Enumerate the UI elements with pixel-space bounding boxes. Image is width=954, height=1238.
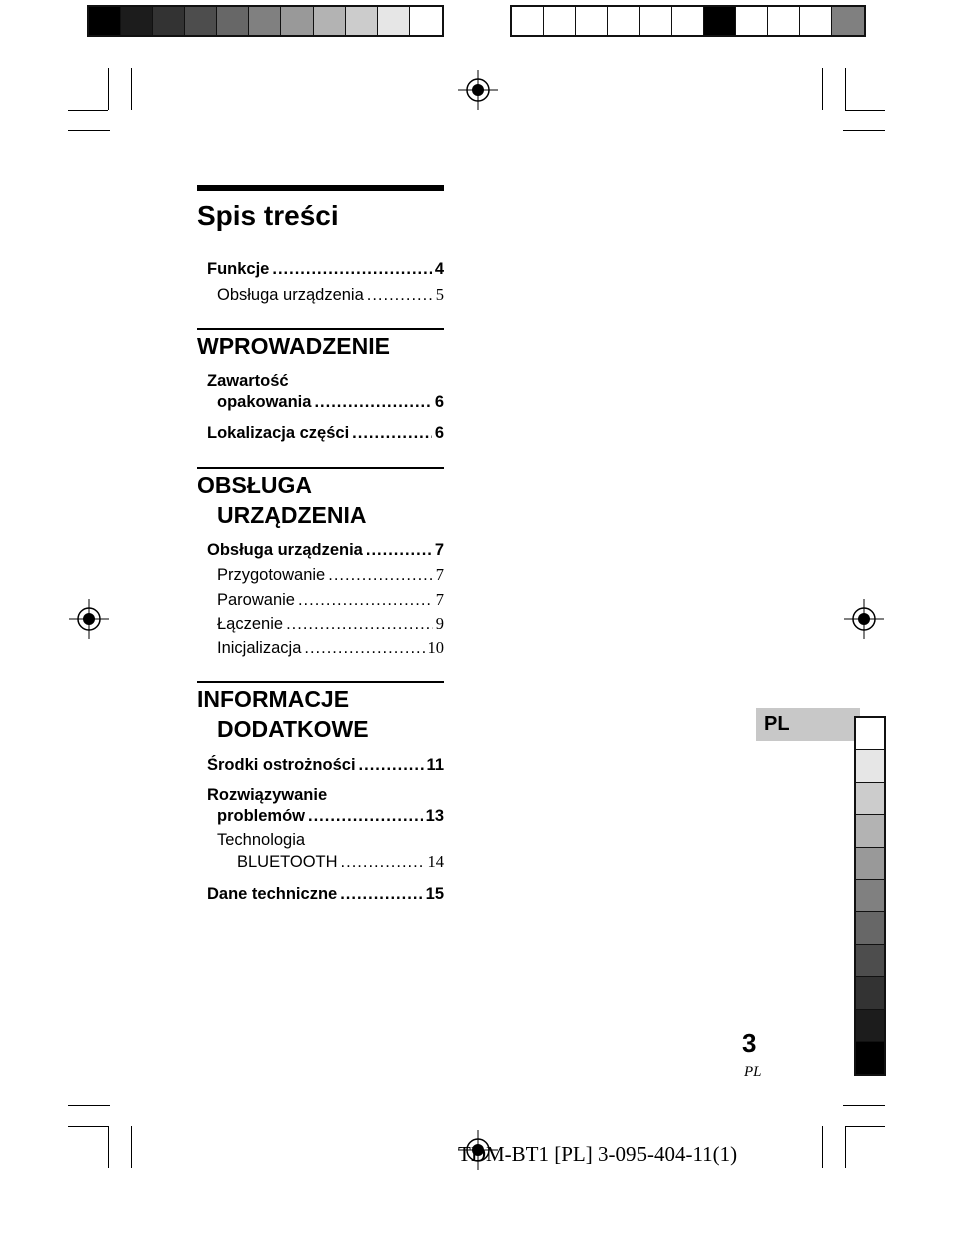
page-number-suffix: PL bbox=[744, 1064, 762, 1080]
crop-mark bbox=[68, 1105, 110, 1106]
toc-leader bbox=[314, 393, 431, 412]
page-title: Spis treści bbox=[197, 200, 339, 231]
toc-entry bbox=[217, 565, 444, 585]
toc-entry bbox=[207, 885, 444, 904]
color-swatch bbox=[856, 718, 884, 750]
color-swatch bbox=[768, 7, 800, 35]
toc-leader bbox=[352, 424, 432, 443]
toc-entry-label: Rozwiązywanie bbox=[207, 786, 328, 804]
crop-mark bbox=[108, 1126, 109, 1168]
toc-page-number: 15 bbox=[425, 885, 444, 903]
toc-leader bbox=[366, 541, 432, 560]
color-swatch bbox=[832, 7, 864, 35]
toc-entry-label: opakowania bbox=[217, 393, 312, 411]
crop-mark bbox=[845, 1126, 885, 1127]
toc-leader bbox=[286, 615, 433, 634]
side-gray-calibration-strip bbox=[854, 716, 886, 1076]
color-swatch bbox=[249, 7, 281, 35]
toc-entry bbox=[207, 424, 444, 443]
color-swatch bbox=[640, 7, 672, 35]
section-heading bbox=[197, 684, 369, 744]
color-swatch bbox=[856, 880, 884, 912]
crop-mark bbox=[68, 130, 110, 131]
crop-mark bbox=[845, 68, 846, 110]
toc-leader bbox=[341, 853, 425, 872]
toc-leader bbox=[340, 885, 422, 904]
toc-entry bbox=[207, 541, 444, 560]
toc-page-number: 9 bbox=[435, 614, 444, 633]
color-swatch bbox=[856, 977, 884, 1009]
toc-entry-label: Dane techniczne bbox=[207, 885, 338, 903]
crop-mark bbox=[131, 68, 132, 110]
toc-page-number: 6 bbox=[434, 424, 444, 442]
section-rule bbox=[197, 328, 444, 330]
crop-mark bbox=[108, 68, 109, 110]
toc-page-number: 6 bbox=[434, 393, 444, 411]
registration-mark-icon bbox=[69, 599, 109, 639]
color-swatch bbox=[704, 7, 736, 35]
page-number: 3 bbox=[742, 1028, 757, 1058]
color-swatch bbox=[856, 1042, 884, 1074]
language-tab bbox=[756, 708, 860, 741]
toc-page-number: 11 bbox=[426, 756, 444, 774]
color-swatch bbox=[121, 7, 153, 35]
section-heading bbox=[197, 470, 367, 530]
section-heading-line: OBSŁUGA bbox=[197, 472, 312, 498]
color-swatch bbox=[800, 7, 832, 35]
color-swatch bbox=[512, 7, 544, 35]
toc-leader bbox=[272, 260, 431, 279]
section-rule bbox=[197, 467, 444, 469]
color-swatch bbox=[410, 7, 442, 35]
crop-mark bbox=[845, 1126, 846, 1168]
color-swatch bbox=[672, 7, 704, 35]
crop-mark bbox=[845, 110, 885, 111]
toc-leader bbox=[298, 591, 433, 610]
toc-page-number: 4 bbox=[434, 260, 444, 278]
toc-leader bbox=[367, 286, 433, 305]
color-swatch bbox=[856, 912, 884, 944]
toc-entry-label: Środki ostrożności bbox=[207, 756, 356, 774]
toc-page-number: 7 bbox=[435, 565, 444, 584]
title-rule bbox=[197, 185, 444, 191]
section-heading-line: INFORMACJE bbox=[197, 686, 350, 712]
language-tab-label: PL bbox=[764, 713, 790, 735]
toc-leader bbox=[308, 807, 423, 826]
toc-entry-label: Przygotowanie bbox=[217, 566, 326, 584]
color-swatch bbox=[608, 7, 640, 35]
color-swatch bbox=[856, 750, 884, 782]
color-swatch bbox=[217, 7, 249, 35]
toc-entry-label: problemów bbox=[217, 807, 306, 825]
toc-entry bbox=[237, 852, 444, 872]
toc-page-number: 7 bbox=[434, 541, 444, 559]
document-code: TDM-BT1 [PL] 3-095-404-11(1) bbox=[458, 1142, 738, 1166]
toc-entry-label: Obsługa urządzenia bbox=[207, 541, 363, 559]
toc-leader bbox=[359, 756, 424, 775]
section-rule bbox=[197, 681, 444, 683]
crop-mark bbox=[822, 1126, 823, 1168]
toc-entry-label: Lokalizacja części bbox=[207, 424, 350, 442]
color-swatch bbox=[281, 7, 313, 35]
toc-entry bbox=[217, 807, 444, 826]
color-swatch bbox=[544, 7, 576, 35]
toc-entry-label: Funkcje bbox=[207, 260, 270, 278]
color-swatch bbox=[185, 7, 217, 35]
gray-calibration-strip bbox=[87, 5, 444, 37]
toc-entry-label: BLUETOOTH bbox=[237, 853, 338, 871]
crop-mark bbox=[68, 110, 108, 111]
color-swatch bbox=[856, 848, 884, 880]
color-swatch bbox=[153, 7, 185, 35]
color-swatch bbox=[736, 7, 768, 35]
crop-mark bbox=[843, 1105, 885, 1106]
toc-entry-label: Technologia bbox=[217, 831, 306, 849]
toc-page-number: 10 bbox=[427, 638, 444, 657]
color-swatch bbox=[856, 1010, 884, 1042]
color-swatch bbox=[856, 783, 884, 815]
crop-mark bbox=[131, 1126, 132, 1168]
toc-leader bbox=[304, 639, 424, 658]
toc-entry bbox=[207, 756, 444, 775]
color-swatch bbox=[856, 815, 884, 847]
section-heading-line: URZĄDZENIA bbox=[217, 502, 367, 528]
registration-mark-icon bbox=[844, 599, 884, 639]
toc-entry-label: Zawartość bbox=[207, 372, 289, 390]
toc-entry-label: Obsługa urządzenia bbox=[217, 286, 364, 304]
section-heading-line: DODATKOWE bbox=[217, 716, 369, 742]
toc-entry-label: Inicjalizacja bbox=[217, 639, 302, 657]
registration-mark-icon bbox=[458, 70, 498, 110]
color-swatch bbox=[314, 7, 346, 35]
toc-entry bbox=[207, 260, 444, 279]
toc-entry bbox=[217, 614, 444, 634]
section-heading-line: WPROWADZENIE bbox=[197, 333, 390, 359]
color-calibration-strip bbox=[510, 5, 866, 37]
toc-page-number: 5 bbox=[435, 285, 444, 304]
toc-entry-label: Parowanie bbox=[217, 591, 295, 609]
toc-page-number: 7 bbox=[435, 590, 444, 609]
crop-mark bbox=[843, 130, 885, 131]
toc-entry bbox=[217, 393, 444, 412]
toc-leader bbox=[328, 566, 433, 585]
color-swatch bbox=[856, 945, 884, 977]
toc-entry bbox=[217, 590, 444, 610]
toc-entry bbox=[217, 285, 444, 305]
section-heading bbox=[197, 331, 390, 361]
color-swatch bbox=[378, 7, 410, 35]
crop-mark bbox=[822, 68, 823, 110]
crop-mark bbox=[68, 1126, 108, 1127]
toc-entry bbox=[217, 638, 444, 658]
color-swatch bbox=[576, 7, 608, 35]
toc-page-number: 14 bbox=[427, 852, 444, 871]
color-swatch bbox=[89, 7, 121, 35]
color-swatch bbox=[346, 7, 378, 35]
toc-page-number: 13 bbox=[425, 807, 444, 825]
toc-entry-label: Łączenie bbox=[217, 615, 284, 633]
